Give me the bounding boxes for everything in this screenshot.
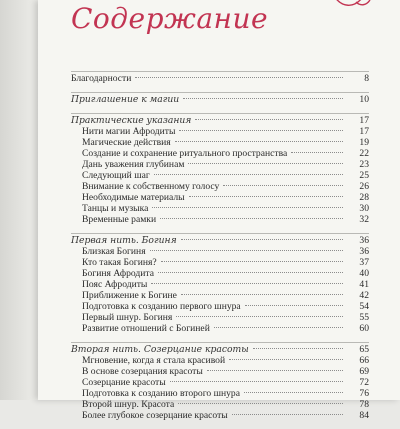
- toc-page-number: 37: [359, 257, 369, 268]
- dot-leader: [195, 119, 343, 120]
- toc-section: [71, 342, 369, 421]
- toc-page-number: 19: [359, 137, 369, 148]
- toc-page-number: 26: [359, 181, 369, 192]
- dot-leader: [244, 392, 343, 393]
- dot-leader: [229, 359, 343, 360]
- dot-leader: [151, 283, 343, 284]
- toc-entry-title: Приглашение к магии: [71, 94, 180, 105]
- toc-entry-row[interactable]: [71, 170, 369, 181]
- dot-leader: [207, 370, 343, 371]
- toc-page-number: 28: [359, 192, 369, 203]
- dot-leader: [189, 196, 343, 197]
- toc-entry-row[interactable]: [71, 312, 369, 323]
- toc-entry-row[interactable]: [71, 203, 369, 214]
- toc-entry-title: Кто такая Богиня?: [82, 257, 157, 268]
- toc-page-number: 42: [359, 290, 369, 301]
- toc-page-number: 8: [364, 73, 369, 84]
- toc-entry-title: Нити магии Афродиты: [82, 126, 176, 137]
- toc-entry-row[interactable]: [71, 399, 369, 410]
- toc-entry-row[interactable]: [71, 148, 369, 159]
- toc-entry-title: Мгновение, когда я стала красивой: [82, 355, 226, 366]
- toc-entry-title: Богиня Афродита: [82, 268, 154, 279]
- toc-chapter-row[interactable]: [71, 235, 369, 246]
- toc-page-number: 17: [359, 115, 369, 126]
- toc-page-number: 65: [359, 344, 369, 355]
- dot-leader: [181, 239, 343, 240]
- dot-leader: [152, 207, 343, 208]
- toc-page-number: 30: [359, 203, 369, 214]
- toc-page-number: 76: [359, 388, 369, 399]
- toc-entry-title: Временные рамки: [82, 214, 157, 225]
- toc-entry-row[interactable]: [71, 126, 369, 137]
- toc-entry-title: Благодарности: [71, 73, 132, 84]
- toc-entry-title: Дань уважения глубинам: [82, 159, 185, 170]
- dot-leader: [188, 163, 343, 164]
- toc-entry-title: Пояс Афродиты: [82, 279, 148, 290]
- toc-entry-row[interactable]: [71, 290, 369, 301]
- ornament-flourish-icon: [332, 0, 372, 10]
- toc-page-number: 41: [359, 279, 369, 290]
- dot-leader: [223, 185, 343, 186]
- page-title: Содержание: [71, 2, 269, 35]
- toc-page-number: 23: [359, 159, 369, 170]
- toc-entry-title: Первая нить. Богиня: [71, 235, 177, 246]
- toc-entry-title: Вторая нить. Созерцание красоты: [71, 344, 249, 355]
- toc-entry-row[interactable]: [71, 137, 369, 148]
- book-gutter: [0, 0, 38, 400]
- book-page: [38, 0, 400, 421]
- toc-entry-row[interactable]: [71, 355, 369, 366]
- toc-entry-title: Подготовка к созданию второго шнура: [82, 388, 240, 399]
- toc-entry-row[interactable]: [71, 73, 369, 84]
- toc-chapter-row[interactable]: [71, 94, 369, 105]
- table-of-contents: [71, 71, 369, 429]
- toc-page-number: 69: [359, 366, 369, 377]
- toc-entry-row[interactable]: [71, 159, 369, 170]
- toc-entry-title: Необходимые материалы: [82, 192, 185, 203]
- toc-entry-title: Следующий шаг: [82, 170, 150, 181]
- toc-entry-row[interactable]: [71, 410, 369, 421]
- toc-section: [71, 233, 369, 334]
- toc-entry-row[interactable]: [71, 388, 369, 399]
- toc-page-number: 40: [359, 268, 369, 279]
- toc-page-number: 54: [359, 301, 369, 312]
- dot-leader: [232, 414, 343, 415]
- toc-entry-row[interactable]: [71, 377, 369, 388]
- toc-entry-row[interactable]: [71, 246, 369, 257]
- toc-entry-row[interactable]: [71, 214, 369, 225]
- dot-leader: [150, 250, 343, 251]
- dot-leader: [179, 130, 343, 131]
- toc-entry-title: Практические указания: [71, 115, 192, 126]
- toc-entry-row[interactable]: [71, 279, 369, 290]
- dot-leader: [253, 348, 343, 349]
- toc-page-number: 72: [359, 377, 369, 388]
- dot-leader: [214, 327, 343, 328]
- toc-entry-title: Первый шнур. Богиня: [82, 312, 173, 323]
- toc-page-number: 78: [359, 399, 369, 410]
- toc-entry-title: Созерцание красоты: [82, 377, 166, 388]
- dot-leader: [158, 272, 343, 273]
- toc-entry-title: Развитие отношений с Богиней: [82, 323, 210, 334]
- toc-entry-title: Близкая Богиня: [82, 246, 146, 257]
- toc-entry-title: Магические действия: [82, 137, 171, 148]
- dot-leader: [170, 381, 343, 382]
- toc-page-number: 17: [359, 126, 369, 137]
- toc-entry-row[interactable]: [71, 323, 369, 334]
- toc-page-number: 10: [359, 94, 369, 105]
- dot-leader: [291, 152, 343, 153]
- dot-leader: [181, 294, 343, 295]
- toc-entry-row[interactable]: [71, 181, 369, 192]
- toc-page-number: 66: [359, 355, 369, 366]
- toc-section: [71, 113, 369, 225]
- toc-entry-title: Более глубокое созерцание красоты: [82, 410, 228, 421]
- toc-page-number: 36: [359, 246, 369, 257]
- toc-entry-title: Внимание к собственному голосу: [82, 181, 220, 192]
- toc-page-number: 25: [359, 170, 369, 181]
- dot-leader: [135, 77, 343, 78]
- toc-page-number: 55: [359, 312, 369, 323]
- toc-chapter-row[interactable]: [71, 344, 369, 355]
- toc-entry-title: Второй шнур. Красота: [82, 399, 175, 410]
- toc-page-number: 22: [359, 148, 369, 159]
- toc-page-number: 32: [359, 214, 369, 225]
- toc-entry-row[interactable]: [71, 268, 369, 279]
- toc-entry-title: Подготовка к созданию первого шнура: [82, 301, 241, 312]
- dot-leader: [183, 98, 343, 99]
- toc-chapter-row[interactable]: [71, 115, 369, 126]
- toc-entry-title: Создание и сохранение ритуального пространства: [82, 148, 288, 159]
- toc-entry-row[interactable]: [71, 301, 369, 312]
- dot-leader: [245, 305, 343, 306]
- dot-leader: [154, 174, 343, 175]
- toc-section: [71, 71, 369, 84]
- toc-entry-row[interactable]: [71, 366, 369, 377]
- toc-entry-title: Танцы и музыка: [82, 203, 149, 214]
- dot-leader: [176, 316, 343, 317]
- toc-entry-title: В основе созерцания красоты: [82, 366, 203, 377]
- dot-leader: [160, 218, 343, 219]
- dot-leader: [175, 141, 343, 142]
- toc-page-number: 60: [359, 323, 369, 334]
- toc-entry-row[interactable]: [71, 257, 369, 268]
- toc-page-number: 84: [359, 410, 369, 421]
- toc-entry-row[interactable]: [71, 192, 369, 203]
- toc-section: [71, 92, 369, 105]
- dot-leader: [161, 261, 343, 262]
- toc-page-number: 36: [359, 235, 369, 246]
- toc-entry-title: Приближение к Богине: [82, 290, 177, 301]
- dot-leader: [178, 403, 343, 404]
